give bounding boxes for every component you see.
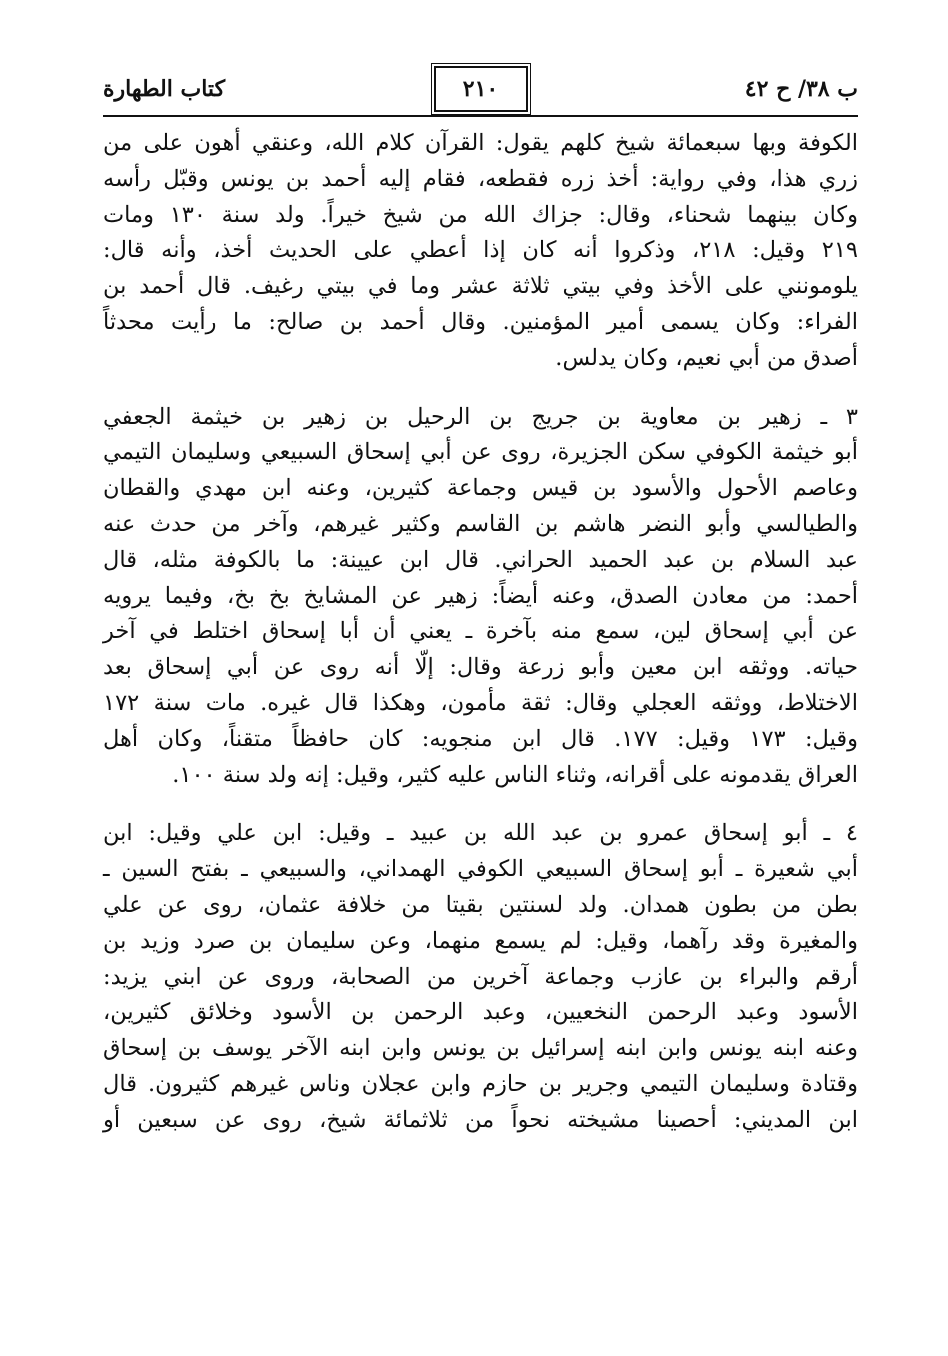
text-line: العراق يقدمونه على أقرانه، وثناء الناس عليه كثير، وقيل: إنه ولد سنة ١٠٠. (172, 761, 858, 788)
text-line: أبي شعيرة ـ أبو إسحاق السبيعي الكوفي الهمداني، والسبيعي ـ بفتح السين ـ (103, 856, 858, 883)
page-header (103, 66, 858, 116)
text-line: أحمد: من معادن الصدق، وعنه أيضاً: زهير عن المشايخ بخ بخ، وفيما يرويه (103, 582, 858, 609)
text-line: ٢١٩ وقيل: ٢١٨، وذكروا أنه كان إذا أعطي على الحديث أخذ، وأنه قال: (103, 237, 859, 264)
header-reference: ب ٣٨/ ح ٤٢ (744, 76, 858, 102)
page-body (103, 126, 858, 1139)
paragraph-2 (103, 400, 858, 794)
page-number: ٢١٠ (434, 66, 528, 112)
header-divider (103, 115, 858, 117)
text-line: والطيالسي وأبو النضر هاشم بن القاسم وكثير غيرهم، وآخر من حدث عنه (103, 510, 858, 537)
text-line: زري هذا، وفي رواية: أخذ زره فقطعه، فقام إليه أحمد بن يونس وقبّل رأسه (103, 165, 858, 192)
text-line: حياته. ووثقه ابن معين وأبو زرعة وقال: إلّا أنه روى عن أبي إسحاق بعد (103, 654, 858, 681)
text-line: عبد السلام بن عبد الحميد الحراني. قال ابن عيينة: ما بالكوفة مثله، قال (103, 546, 858, 573)
text-line: الفراء: وكان يسمى أمير المؤمنين. وقال أحمد بن صالح: ما رأيت محدثاً (103, 308, 858, 335)
text-line: وعنه ابنه يونس وابن ابنه إسرائيل بن يونس وابن ابنه الآخر يوسف بن إسحاق (103, 1035, 858, 1062)
text-line: الاختلاط، ووثقه العجلي وقال: ثقة مأمون، وهكذا قال غيره. مات سنة ١٧٢ (103, 689, 858, 716)
text-line: يلومونني على الأخذ وفي بيتي ثلاثة عشر وما في بيتي رغيف. قال أحمد بن (103, 273, 858, 300)
paragraph-3 (103, 816, 858, 1138)
text-line: أصدق من أبي نعيم، وكان يدلس. (555, 344, 858, 371)
text-line: والمغيرة وقد رآهما، وقيل: لم يسمع منهما، وعن سليمان بن صرد وزيد بن (103, 927, 858, 954)
text-line: وقتادة وسليمان التيمي وجرير بن حازم وابن عجلان وناس غيرهم كثيرون. قال (103, 1070, 858, 1097)
text-line: وكان بينهما شحناء، وقال: جزاك الله من شيخ خيراً. ولد سنة ١٣٠ ومات (103, 201, 859, 228)
paragraph-1 (103, 126, 858, 377)
text-line: ٤ ـ أبو إسحاق عمرو بن عبد الله بن عبيد ـ وقيل: ابن علي وقيل: ابن (103, 820, 858, 847)
text-line: الكوفة وبها سبعمائة شيخ كلهم يقول: القرآن كلام الله، وعنقي أهون على من (103, 130, 858, 156)
text-line: ٣ ـ زهير بن معاوية بن جريج بن الرحيل بن زهير بن خيثمة الجعفي (103, 403, 858, 430)
text-line: عن أبي إسحاق لين، سمع منه بآخرة ـ يعني أن أبا إسحاق اختلط في آخر (103, 618, 858, 645)
text-line: بطن من بطون همدان. ولد لسنتين بقيتا من خلافة عثمان، روى عن علي (103, 891, 858, 918)
header-chapter-title: كتاب الطهارة (103, 76, 226, 102)
text-line: وعاصم الأحول والأسود بن قيس وجماعة كثيرين، وعنه ابن مهدي والقطان (103, 475, 858, 502)
text-line: أبو خيثمة الكوفي سكن الجزيرة، روى عن أبي إسحاق السبيعي وسليمان التيمي (103, 439, 858, 466)
text-line: الأسود وعبد الرحمن النخعيين، وعبد الرحمن بن الأسود وخلائق كثيرين، (103, 999, 858, 1026)
text-line: أرقم والبراء بن عازب وجماعة آخرين من الصحابة، وروى عن ابني يزيد: (103, 963, 858, 990)
text-line: وقيل: ١٧٣ وقيل: ١٧٧. قال ابن منجويه: كان حافظاً متقناً، وكان أهل (103, 725, 858, 752)
text-line: ابن المديني: أحصينا مشيخته نحواً من ثلاثمائة شيخ، روى عن سبعين أو (103, 1106, 858, 1133)
